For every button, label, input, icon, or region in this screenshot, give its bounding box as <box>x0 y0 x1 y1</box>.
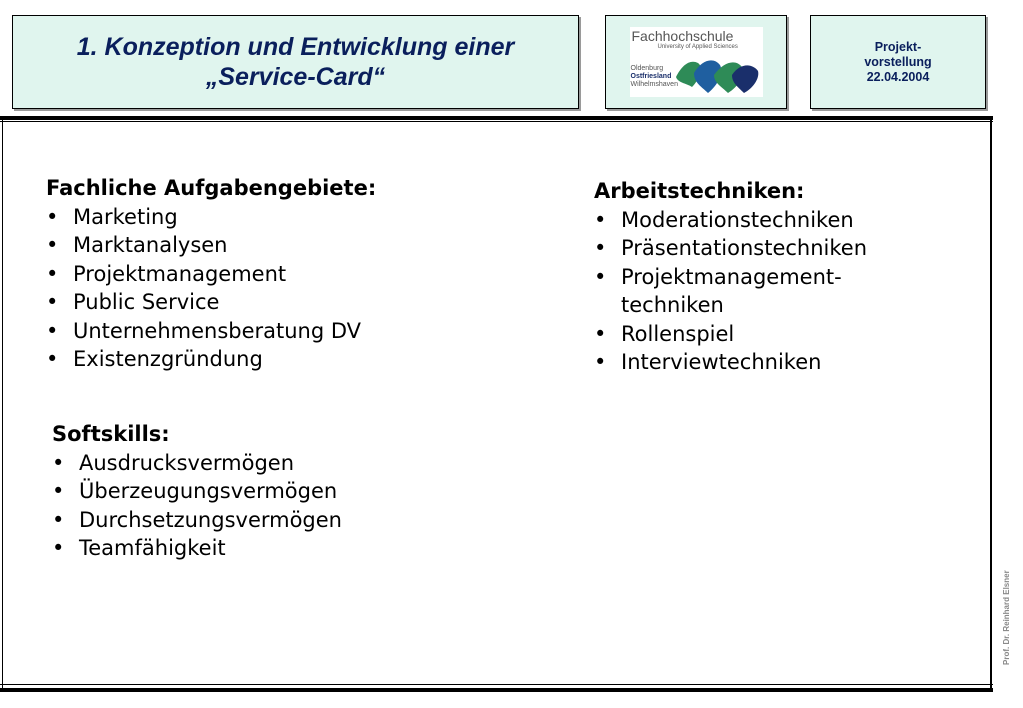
list-item-text: Projektmanagement- <box>621 264 842 289</box>
logo-name: Fachhochschule <box>631 28 734 44</box>
bullet-icon: • <box>594 236 607 260</box>
logo-subtitle: University of Applied Sciences <box>657 44 738 50</box>
logo-city-2: Ostfriesland <box>630 73 672 80</box>
list-item <box>52 477 342 506</box>
bullet-icon: • <box>594 264 607 289</box>
top-rule <box>0 116 993 120</box>
list-item <box>46 203 376 232</box>
bullet-icon: • <box>594 207 607 232</box>
bullet-icon: • <box>46 204 59 229</box>
bullet-spacer <box>594 291 621 320</box>
list-item <box>594 234 867 263</box>
list-item-text: Existenzgründung <box>73 347 263 371</box>
bullet-icon: • <box>52 507 65 532</box>
bullet-icon: • <box>52 479 65 503</box>
title-box <box>12 15 579 109</box>
bullet-icon: • <box>46 261 59 286</box>
list-item <box>46 260 376 289</box>
logo-box <box>605 15 787 109</box>
bullet-icon: • <box>46 290 59 314</box>
logo-city-1: Oldenburg <box>630 65 664 72</box>
section-heading: Arbeitstechniken: <box>594 179 805 203</box>
list-item <box>46 345 376 374</box>
bullet-icon: • <box>52 536 65 560</box>
list-item-continuation <box>594 291 867 320</box>
list-item <box>46 317 376 346</box>
list-item-text: Unternehmensberatung DV <box>73 318 362 343</box>
list-item-text: Ausdrucksvermögen <box>79 450 295 475</box>
bullet-icon: • <box>46 318 59 343</box>
section-heading: Fachliche Aufgabengebiete: <box>46 176 377 200</box>
bullet-list <box>52 449 342 563</box>
bullet-icon: • <box>594 350 607 374</box>
bullet-icon: • <box>46 233 59 257</box>
list-item-text: Moderationstechniken <box>621 207 854 232</box>
list-item-text: Public Service <box>73 290 220 314</box>
list-item <box>594 320 867 349</box>
list-item <box>594 263 867 292</box>
bottom-rule <box>0 688 993 692</box>
list-item <box>46 231 376 260</box>
list-item-text: Projektmanagement <box>73 261 287 286</box>
list-item <box>46 288 376 317</box>
fh-wave-logo-icon <box>674 53 762 97</box>
list-item <box>594 348 867 377</box>
author-credit: Prof. Dr. Reinhard Elsner <box>1002 570 1011 665</box>
list-item-text: Interviewtechniken <box>621 350 822 374</box>
bullet-icon: • <box>52 450 65 475</box>
list-item-text: Marktanalysen <box>73 233 228 257</box>
bullet-icon: • <box>46 347 59 371</box>
slide-title-line2: „Service-Card“ <box>205 63 386 91</box>
bottom-rule-thin <box>0 684 993 685</box>
list-item-text: Durchsetzungsvermögen <box>79 507 342 532</box>
date-box <box>810 15 986 109</box>
date-line-2: vorstellung <box>864 54 932 69</box>
presentation-date <box>864 40 931 85</box>
list-item-text: Präsentationstechniken <box>621 236 868 260</box>
list-item <box>52 449 342 478</box>
bullet-list <box>46 203 376 374</box>
section-fachliche-aufgabengebiete <box>46 174 376 374</box>
university-logo <box>630 27 763 97</box>
date-line-1: Projekt- <box>874 39 922 54</box>
top-rule-thin <box>0 121 993 122</box>
list-item <box>52 506 342 535</box>
slide-title <box>77 32 515 92</box>
list-item <box>52 534 342 563</box>
bullet-list <box>594 206 867 377</box>
date-line-3: 22.04.2004 <box>866 69 930 84</box>
section-arbeitstechniken <box>594 177 867 377</box>
section-heading: Softskills: <box>52 422 170 446</box>
slide-title-line1: 1. Konzeption und Entwicklung einer <box>76 33 515 61</box>
bullet-icon: • <box>594 321 607 346</box>
list-item-text: Rollenspiel <box>621 321 735 346</box>
list-item-text: Marketing <box>73 204 178 229</box>
section-softskills <box>52 420 342 563</box>
logo-city-3: Wilhelmshaven <box>630 81 678 88</box>
list-item-text: techniken <box>621 293 724 317</box>
list-item-text: Teamfähigkeit <box>79 536 226 560</box>
list-item-text: Überzeugungsvermögen <box>79 479 338 503</box>
list-item <box>594 206 867 235</box>
